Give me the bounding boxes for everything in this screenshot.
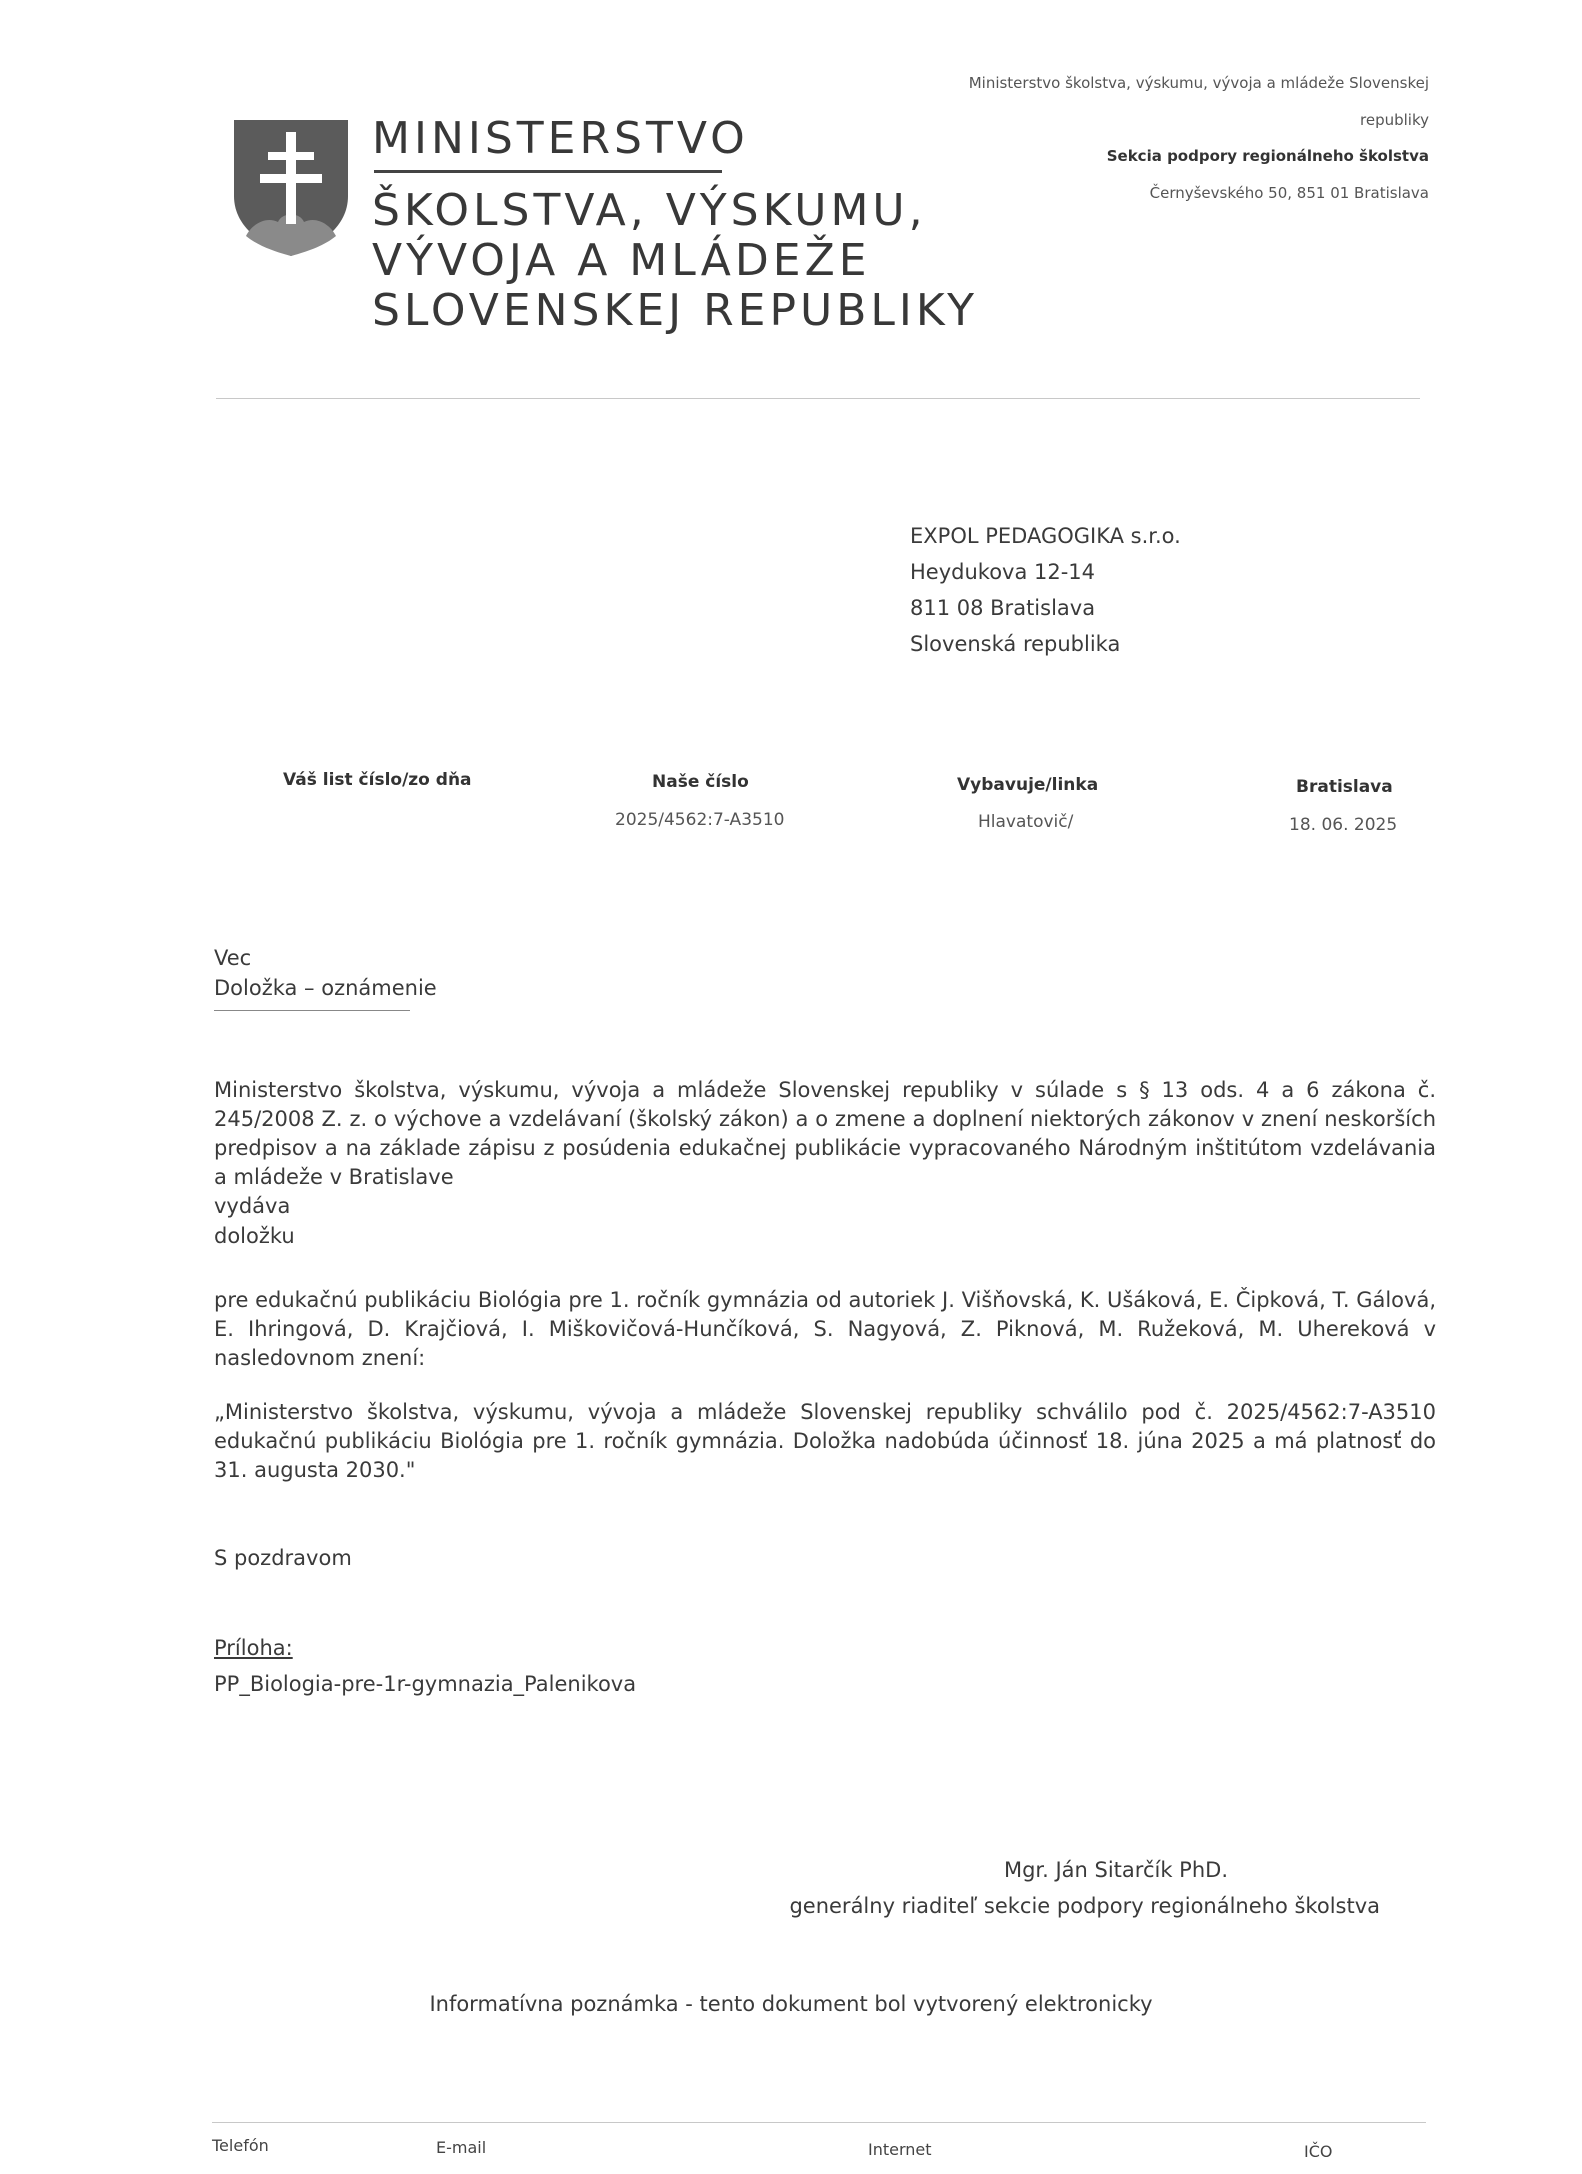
subject-underline xyxy=(214,1010,410,1011)
logo-divider xyxy=(374,170,722,173)
logo-line-3: VÝVOJA A MLÁDEŽE xyxy=(372,235,871,286)
ref-our-number-label: Naše číslo xyxy=(652,772,749,792)
recipient-street: Heydukova 12-14 xyxy=(910,560,1096,584)
sender-address: Černyševského 50, 851 01 Bratislava xyxy=(1149,184,1429,202)
body-clause: doložku xyxy=(214,1224,295,1248)
ref-place-label: Bratislava xyxy=(1296,777,1393,797)
logo-line-1: MINISTERSTVO xyxy=(372,113,749,164)
logo-line-4: SLOVENSKEJ REPUBLIKY xyxy=(372,285,979,336)
subject-text: Doložka – oznámenie xyxy=(214,976,437,1000)
recipient-company: EXPOL PEDAGOGIKA s.r.o. xyxy=(910,524,1181,548)
header-divider xyxy=(216,398,1420,399)
footer-ico-label: IČO xyxy=(1304,2142,1333,2161)
ref-date-value: 18. 06. 2025 xyxy=(1289,815,1398,835)
body-paragraph-intro: Ministerstvo školstva, výskumu, vývoja a mládeže Slovenskej republiky v súlade s § 13 ods. 4 a 6 zákona č. 245/2008 Z. z. o výchove a vzdelávaní (školský zákon) a o zmene a doplnení niektorých zákonov v znení neskorších predpisov a na základe zápisu z posúdenia edukačnej publikácie vypracovaného Národným inštitútom vzdelávania a mládeže v Bratislave xyxy=(214,1078,1436,1189)
logo-line-2: ŠKOLSTVA, VÝSKUMU, xyxy=(372,185,927,236)
ref-our-number-value: 2025/4562:7-A3510 xyxy=(615,810,785,830)
greeting: S pozdravom xyxy=(214,1546,352,1570)
attachment-label: Príloha: xyxy=(214,1636,293,1660)
attachment-file: PP_Biologia-pre-1r-gymnazia_Palenikova xyxy=(214,1672,637,1696)
body-issues: vydáva xyxy=(214,1194,291,1218)
footer-email-label: E-mail xyxy=(436,2138,487,2157)
sender-section: Sekcia podpory regionálneho školstva xyxy=(1106,147,1429,165)
recipient-country: Slovenská republika xyxy=(910,632,1121,656)
ref-handled-by-label: Vybavuje/linka xyxy=(957,775,1099,795)
subject-label: Vec xyxy=(214,946,252,970)
footer-phone-label: Telefón xyxy=(212,2136,269,2155)
sender-ministry-cont: republiky xyxy=(1360,111,1429,129)
footer-divider xyxy=(212,2122,1426,2123)
signatory-title: generálny riaditeľ sekcie podpory regionálneho školstva xyxy=(789,1894,1380,1918)
recipient-city: 811 08 Bratislava xyxy=(910,596,1096,620)
sender-ministry: Ministerstvo školstva, výskumu, vývoja a mládeže Slovenskej xyxy=(968,74,1429,92)
ref-your-letter-label: Váš list číslo/zo dňa xyxy=(283,770,472,790)
signatory-name: Mgr. Ján Sitarčík PhD. xyxy=(1003,1858,1228,1882)
ref-handled-by-value: Hlavatovič/ xyxy=(978,812,1074,832)
body-paragraph-publication: pre edukačnú publikáciu Biológia pre 1. ročník gymnázia od autoriek J. Višňovská, K. Ušáková, E. Čipková, T. Gálová, E. Ihringová, D. Krajčiová, I. Miškovičová-Hunčíková, S. Nagyová, Z. Piknová, M. Ružeková, M. Uhereková v nasledovnom znení: xyxy=(214,1288,1436,1370)
electronic-document-note: Informatívna poznámka - tento dokument bol vytvorený elektronicky xyxy=(429,1992,1153,2016)
footer-internet-label: Internet xyxy=(868,2140,932,2159)
coat-of-arms-icon xyxy=(232,118,350,258)
body-paragraph-approval: „Ministerstvo školstva, výskumu, vývoja a mládeže Slovenskej republiky schválilo pod č. 2025/4562:7-A3510 edukačnú publikáciu Biológia pre 1. ročník gymnázia. Doložka nadobúda účinnosť 18. júna 2025 a má platnosť do 31. augusta 2030." xyxy=(214,1400,1436,1482)
